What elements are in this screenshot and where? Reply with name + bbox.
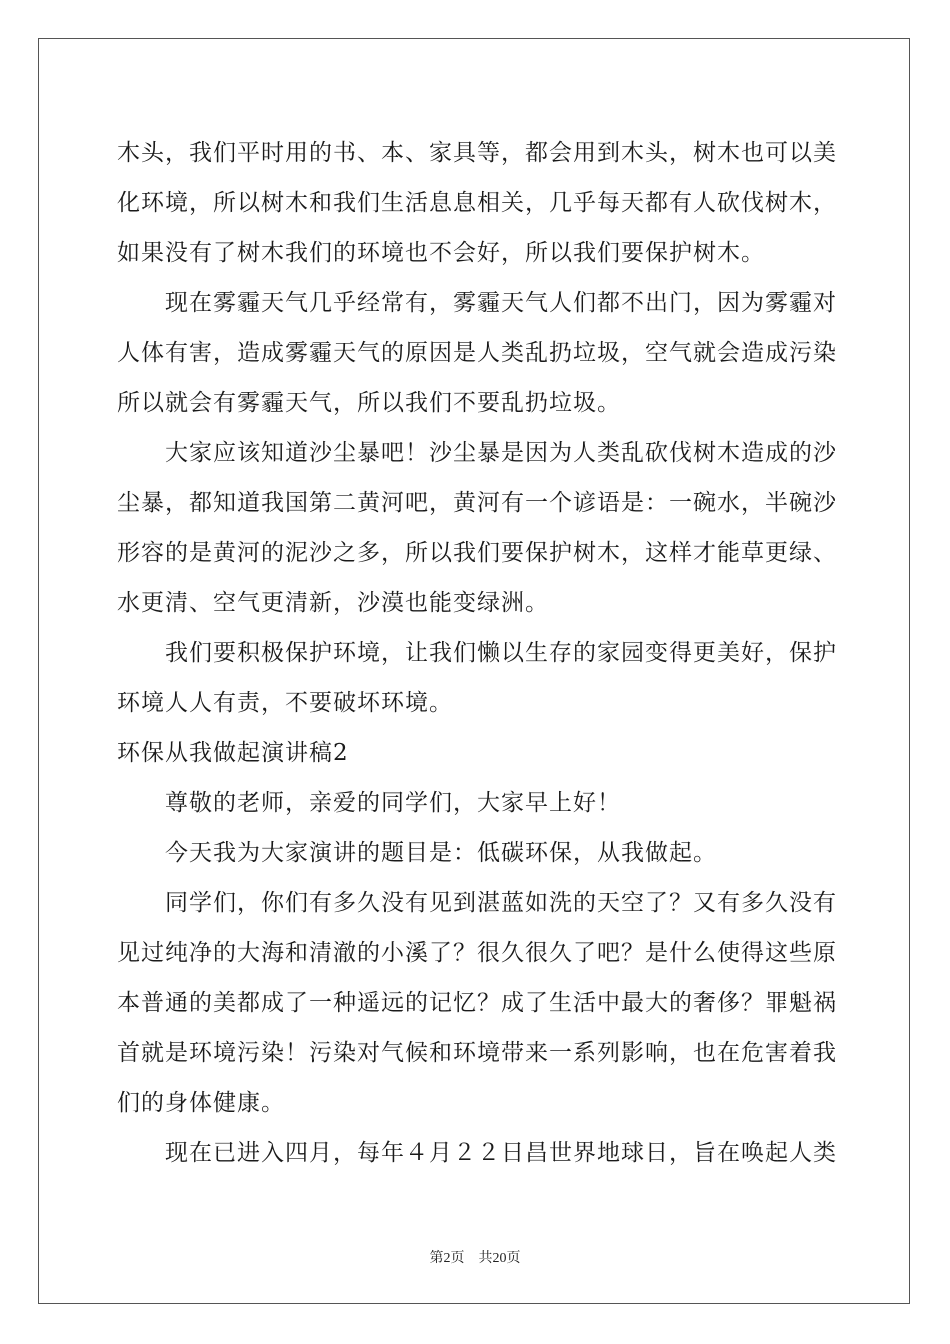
- paragraph-start-line: 大家应该知道沙尘暴吧！沙尘暴是因为人类乱砍伐树木造成的沙: [165, 440, 837, 466]
- page-number: 第2页: [429, 1251, 465, 1266]
- text-line: 尘暴，都知道我国第二黄河吧，黄河有一个谚语是：一碗水，半碗沙: [117, 490, 837, 516]
- text-line: 本普通的美都成了一种遥远的记忆？成了生活中最大的奢侈？罪魁祸: [117, 990, 837, 1016]
- text-line: 见过纯净的大海和清澈的小溪了？很久很久了吧？是什么使得这些原: [117, 940, 837, 966]
- paragraph-start-line: 我们要积极保护环境，让我们懒以生存的家园变得更美好，保护: [165, 640, 837, 666]
- text-line: 们的身体健康。: [117, 1090, 285, 1116]
- text-line: 木头，我们平时用的书、本、家具等，都会用到木头，树木也可以美: [117, 140, 837, 166]
- paragraph-start-line: 同学们，你们有多久没有见到湛蓝如洗的天空了？又有多久没有: [165, 890, 837, 916]
- paragraph-start-line: 现在雾霾天气几乎经常有，雾霾天气人们都不出门，因为雾霾对: [165, 290, 837, 316]
- text-line: 环境人人有责，不要破坏环境。: [117, 690, 453, 716]
- text-line: 首就是环境污染！污染对气候和环境带来一系列影响，也在危害着我: [117, 1040, 837, 1066]
- text-line: 所以就会有雾霾天气，所以我们不要乱扔垃圾。: [117, 390, 621, 416]
- document-body: [117, 128, 837, 1178]
- text-line: 水更清、空气更清新，沙漠也能变绿洲。: [117, 590, 549, 616]
- text-line: 形容的是黄河的泥沙之多，所以我们要保护树木，这样才能草更绿、: [117, 540, 837, 566]
- page-total: 共20页: [478, 1251, 521, 1266]
- text-line: 如果没有了树木我们的环境也不会好，所以我们要保护树木。: [117, 240, 765, 266]
- text-line: 化环境，所以树木和我们生活息息相关，几乎每天都有人砍伐树木，: [117, 190, 837, 216]
- salutation-line: 尊敬的老师，亲爱的同学们，大家早上好！: [165, 790, 621, 816]
- paragraph-start-line: 今天我为大家演讲的题目是：低碳环保，从我做起。: [165, 840, 717, 866]
- section-heading: 环保从我做起演讲稿2: [117, 740, 349, 766]
- text-line: 人体有害，造成雾霾天气的原因是人类乱扔垃圾，空气就会造成污染: [117, 340, 837, 366]
- paragraph-start-line: 现在已进入四月，每年４月２２日昌世界地球日，旨在唤起人类: [165, 1140, 837, 1166]
- page-footer: [0, 1247, 950, 1267]
